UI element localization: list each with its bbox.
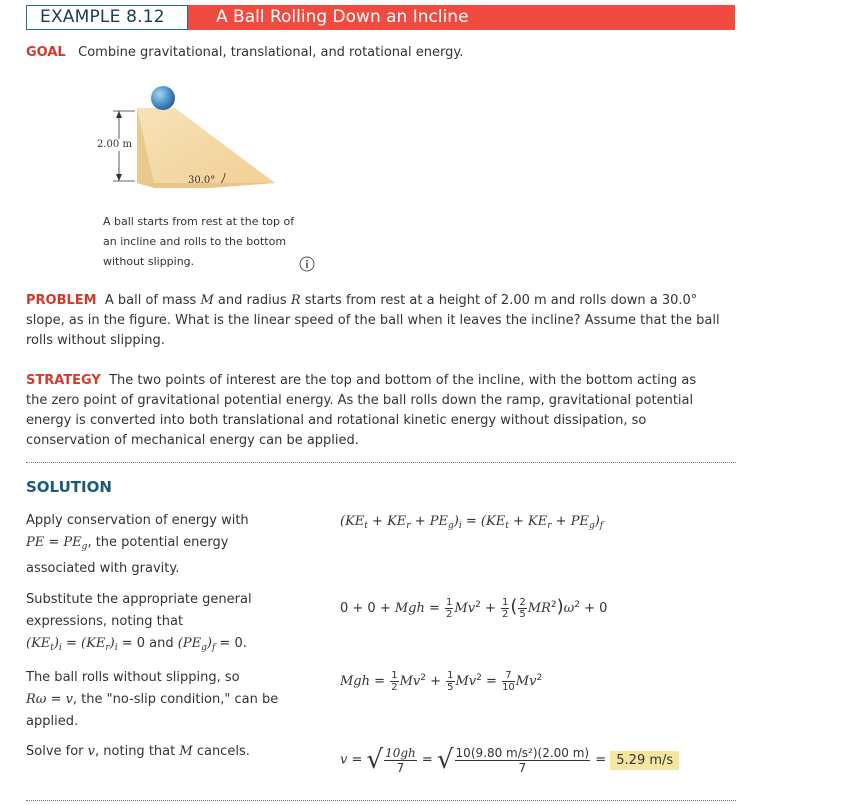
example-title: A Ball Rolling Down an Incline bbox=[216, 7, 469, 27]
angle-label: 30.0° bbox=[188, 175, 216, 186]
figure-caption: A ball starts from rest at the top of an incline and rolls to the bottom without slipping. bbox=[103, 215, 295, 268]
problem-label: PROBLEM bbox=[26, 293, 97, 308]
example-number: EXAMPLE 8.12 bbox=[40, 7, 165, 27]
height-label: 2.00 m bbox=[97, 139, 132, 150]
section-divider bbox=[26, 462, 736, 463]
equation-substitute: 0 + 0 + Mgh = $\frac{1}{2}$ $Mv^2$ + $\frac{1}{2}$ ( $\frac{2}{5}$ $MR^2)\omega^2 + 0$ bbox=[340, 596, 608, 620]
equation-conservation: $(KE_t + KE_r + PE_g)_i = (KE_t + KE_r + PE_g)_f$ bbox=[340, 514, 604, 531]
solution-step-1: Apply conservation of energy with PE = $PE_g$, the potential energy associated with gravity. bbox=[26, 513, 249, 576]
goal-section bbox=[26, 45, 463, 60]
goal-text: Combine gravitational, translational, and rotational energy. bbox=[78, 45, 464, 60]
ball bbox=[151, 86, 175, 110]
strategy-section: STRATEGY The two points of interest are the top and bottom of the incline, with the bottom acting as the zero point of gravitational potential energy. As the ball rolls down the ramp, gravitational potential energy is converted into both translational and rotational kinetic energy without dissipation, so conservation of mechanical energy can be applied. bbox=[26, 373, 697, 448]
equation-no-slip: Mgh = $\frac{1}{2}$ $Mv^2$ + $\frac{1}{5}$ $Mv^2$ = $\frac{7}{10}$ Mv$^2$ bbox=[340, 670, 543, 693]
info-icon[interactable] bbox=[299, 256, 315, 272]
solution-heading: SOLUTION bbox=[26, 478, 112, 496]
equation-final: v = √ $\frac{10gh}{7}$ = √ $\frac{\text{10(9.80 m/s²)(2.00 m)}}{7}$ = 5.29 m/s bbox=[340, 745, 679, 775]
solution-step-4: Solve for v, noting that M cancels. bbox=[26, 744, 250, 759]
goal-label: GOAL bbox=[26, 45, 66, 60]
bottom-divider bbox=[26, 800, 736, 801]
final-answer: 5.29 m/s bbox=[610, 751, 679, 770]
solution-step-2: Substitute the appropriate general expressions, noting that $(KE_t)_i = (KE_r)_i = 0$ and $(PE_g)_f = 0$. bbox=[26, 592, 252, 653]
solution-step-3: The ball rolls without slipping, so Rω = v, the "no-slip condition," can be applied. bbox=[26, 670, 279, 729]
strategy-label: STRATEGY bbox=[26, 373, 101, 388]
problem-section: PROBLEM A ball of mass M and radius R starts from rest at a height of 2.00 m and rolls down a 30.0° slope, as in the figure. What is the linear speed of the ball when it leaves the incline? Assume that the ball rolls without slipping. bbox=[26, 293, 720, 348]
